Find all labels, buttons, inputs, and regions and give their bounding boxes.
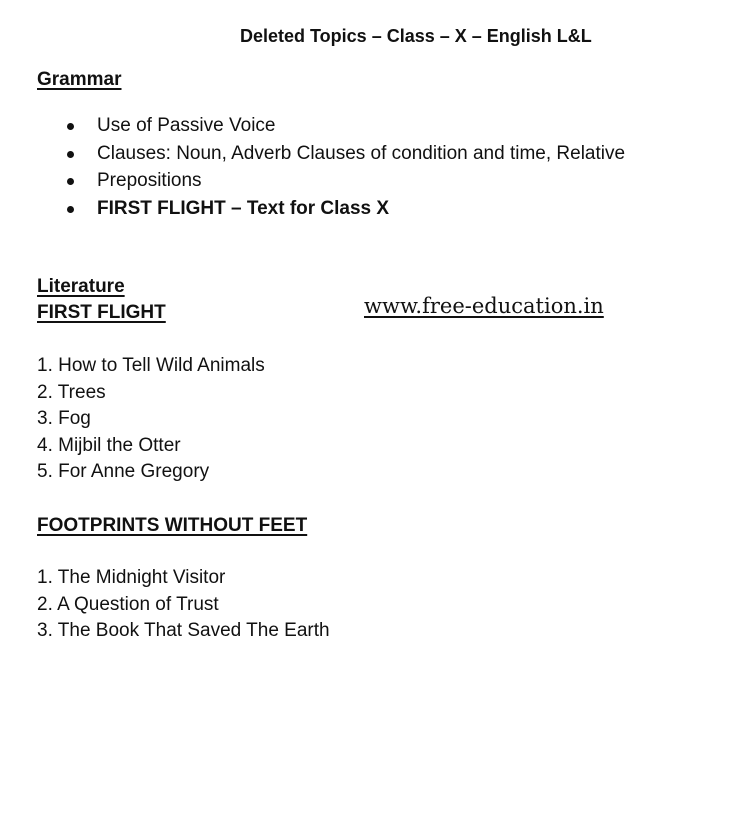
list-item: 1. The Midnight Visitor <box>37 567 226 588</box>
watermark-link[interactable]: www.free-education.in <box>364 294 604 318</box>
grammar-item <box>0 195 625 223</box>
list-item: 2. A Question of Trust <box>37 593 219 615</box>
list-item: 1. How to Tell Wild Animals <box>37 355 265 376</box>
list-item: 5. For Anne Gregory <box>37 461 210 483</box>
grammar-item-text: Clauses: Noun, Adverb Clauses of condition and time, Relative <box>97 142 626 164</box>
footprints-list <box>37 565 330 645</box>
grammar-list <box>0 112 625 222</box>
footprints-heading: FOOTPRINTS WITHOUT FEET <box>37 515 308 536</box>
list-item: 4. Mijbil the Otter <box>37 434 181 456</box>
list-item: 2. Trees <box>37 381 106 403</box>
page-title: Deleted Topics – Class – X – English L&L <box>240 26 592 46</box>
literature-heading: Literature <box>37 276 125 297</box>
first-flight-list <box>37 353 265 486</box>
bullet-icon <box>67 206 74 213</box>
first-flight-heading: FIRST FLIGHT <box>37 302 166 323</box>
bullet-icon <box>67 151 74 158</box>
grammar-item <box>0 140 625 168</box>
grammar-item <box>0 167 625 195</box>
bullet-icon <box>67 178 74 185</box>
grammar-item-text: FIRST FLIGHT – Text for Class X <box>97 197 390 219</box>
list-item: 3. The Book That Saved The Earth <box>37 620 330 642</box>
grammar-item <box>0 112 625 140</box>
bullet-icon <box>67 123 74 130</box>
grammar-item-text: Use of Passive Voice <box>97 115 276 136</box>
grammar-item-text: Prepositions <box>97 170 202 192</box>
grammar-heading: Grammar <box>37 69 122 90</box>
list-item: 3. Fog <box>37 408 91 430</box>
